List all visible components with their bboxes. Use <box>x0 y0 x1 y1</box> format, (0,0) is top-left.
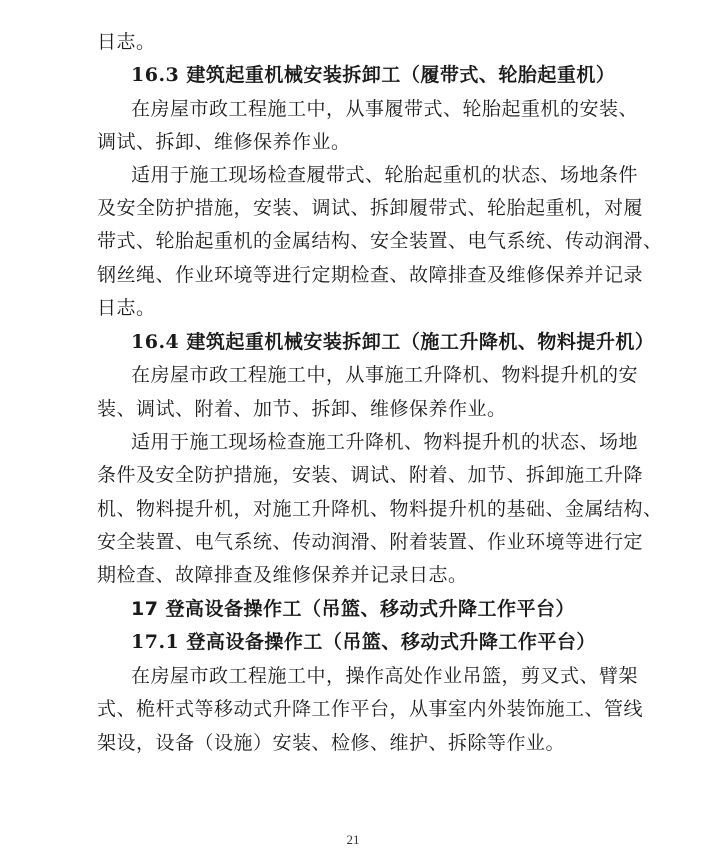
paragraph-line: 架设，设备（设施）安装、检修、维护、拆除等作业。 <box>97 732 566 754</box>
paragraph-line: 日志。 <box>97 297 156 319</box>
section-heading-17-1: 17.1 登高设备操作工（吊篮、移动式升降工作平台） <box>131 631 596 653</box>
paragraph-line: 条件及安全防护措施，安装、调试、附着、加节、拆卸施工升降 <box>97 464 644 486</box>
page-number: 21 <box>346 832 360 847</box>
paragraph-line: 在房屋市政工程施工中，操作高处作业吊篮，剪叉式、臂架 <box>131 665 639 687</box>
paragraph-line: 安全装置、电气系统、传动润滑、附着装置、作业环境等进行定 <box>97 531 644 553</box>
paragraph-line: 式、桅杆式等移动式升降工作平台，从事室内外装饰施工、管线 <box>97 698 644 720</box>
paragraph-line: 调试、拆卸、维修保养作业。 <box>97 131 351 153</box>
paragraph-line: 期检查、故障排查及维修保养并记录日志。 <box>97 564 468 586</box>
section-heading-17: 17 登高设备操作工（吊篮、移动式升降工作平台） <box>131 598 576 620</box>
paragraph-line: 装、调试、附着、加节、拆卸、维修保养作业。 <box>97 398 507 420</box>
paragraph-line: 在房屋市政工程施工中，从事施工升降机、物料提升机的安 <box>131 364 639 386</box>
paragraph-line: 适用于施工现场检查履带式、轮胎起重机的状态、场地条件 <box>131 164 639 186</box>
section-heading-16-3: 16.3 建筑起重机械安装拆卸工（履带式、轮胎起重机） <box>131 64 616 86</box>
paragraph-line: 适用于施工现场检查施工升降机、物料提升机的状态、场地 <box>131 431 639 453</box>
paragraph-line: 钢丝绳、作业环境等进行定期检查、故障排查及维修保养并记录 <box>97 264 644 286</box>
paragraph-line: 带式、轮胎起重机的金属结构、安全装置、电气系统、传动润滑、 <box>97 230 663 252</box>
section-heading-16-4: 16.4 建筑起重机械安装拆卸工（施工升降机、物料提升机） <box>131 331 655 353</box>
paragraph-line: 及安全防护措施，安装、调试、拆卸履带式、轮胎起重机，对履 <box>97 197 644 219</box>
paragraph-line: 机、物料提升机，对施工升降机、物料提升机的基础、金属结构、 <box>97 498 663 520</box>
paragraph-line: 在房屋市政工程施工中，从事履带式、轮胎起重机的安装、 <box>131 98 639 120</box>
paragraph-line: 日志。 <box>97 31 156 53</box>
